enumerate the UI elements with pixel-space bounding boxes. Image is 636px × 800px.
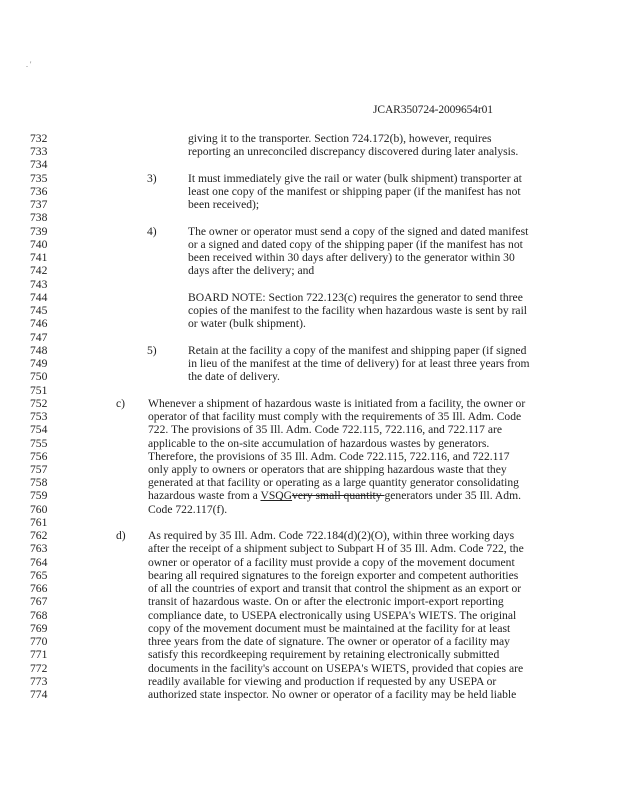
line-number: 763 <box>30 542 48 556</box>
document-line <box>0 278 636 291</box>
document-line <box>0 463 636 476</box>
document-line <box>0 384 636 397</box>
document-line <box>0 225 636 238</box>
document-line <box>0 569 636 582</box>
line-text <box>148 397 525 410</box>
line-number: 772 <box>30 661 48 675</box>
document-line <box>0 450 636 463</box>
text-segment: Whenever a shipment of hazardous waste is initiated from a facility, the owner or <box>148 396 526 410</box>
scan-marks: . ' <box>26 60 32 69</box>
text-segment: three years from the date of signature. The owner or operator of a facility may <box>148 635 510 649</box>
document-line <box>0 397 636 410</box>
line-text <box>148 463 507 476</box>
text-segment: authorized state inspector. No owner or operator of a facility may be held liable <box>148 688 517 702</box>
line-text <box>188 251 515 264</box>
line-text <box>188 370 280 383</box>
document-line <box>0 662 636 675</box>
line-number: 769 <box>30 621 48 635</box>
line-number: 736 <box>30 184 48 198</box>
line-number: 738 <box>30 211 48 225</box>
line-number: 761 <box>30 515 48 529</box>
line-number: 740 <box>30 237 48 251</box>
line-number: 742 <box>30 264 48 278</box>
line-number: 734 <box>30 158 48 172</box>
document-line <box>0 437 636 450</box>
document-line <box>0 158 636 171</box>
line-text <box>148 556 515 569</box>
line-number: 743 <box>30 277 48 291</box>
line-text <box>188 291 523 304</box>
text-segment: operator of that facility must comply with the requirements of 35 Ill. Adm. Code <box>148 410 522 424</box>
text-segment: owner or operator of a facility must provide a copy of the movement document <box>148 555 515 569</box>
line-text <box>148 595 504 608</box>
deleted-text: very small quantity <box>292 489 385 503</box>
list-label: 5) <box>147 343 157 357</box>
text-segment: generated at that facility or operating as a large quantity generator consolidating <box>148 476 519 490</box>
document-line <box>0 556 636 569</box>
document-line <box>0 238 636 251</box>
document-line <box>0 304 636 317</box>
text-segment: generators under 35 Ill. Adm. <box>384 489 521 503</box>
line-number: 744 <box>30 290 48 304</box>
document-line <box>0 516 636 529</box>
document-line <box>0 370 636 383</box>
line-text <box>148 648 499 661</box>
line-number: 737 <box>30 198 48 212</box>
text-segment: the date of delivery. <box>188 370 280 384</box>
line-text <box>188 132 491 145</box>
text-segment: or a signed and dated copy of the shipping paper (if the manifest has not <box>188 237 523 251</box>
line-text <box>188 145 518 158</box>
line-number: 774 <box>30 688 48 702</box>
line-text <box>188 304 527 317</box>
document-line <box>0 132 636 145</box>
line-text <box>148 489 521 502</box>
text-segment: transit of hazardous waste. On or after the electronic import-export reporting <box>148 595 504 609</box>
text-segment: BOARD NOTE: Section 722.123(c) requires the generator to send three <box>188 290 523 304</box>
line-number: 741 <box>30 251 48 265</box>
line-number: 757 <box>30 463 48 476</box>
line-text <box>188 264 314 277</box>
text-segment: documents in the facility's account on USEPA's WIETS, provided that copies are <box>148 661 524 675</box>
line-text <box>188 185 521 198</box>
document-line <box>0 489 636 502</box>
document-line <box>0 185 636 198</box>
document-line <box>0 331 636 344</box>
text-segment: It must immediately give the rail or water (bulk shipment) transporter at <box>188 171 522 185</box>
document-line <box>0 688 636 701</box>
line-number: 749 <box>30 357 48 371</box>
line-text <box>148 569 518 582</box>
line-text <box>148 450 510 463</box>
line-text <box>148 437 489 450</box>
text-segment: copies of the manifest to the facility when hazardous waste is sent by rail <box>188 304 528 318</box>
document-line <box>0 476 636 489</box>
line-number: 750 <box>30 370 48 384</box>
document-line <box>0 542 636 555</box>
document-line <box>0 291 636 304</box>
line-number: 754 <box>30 423 48 437</box>
document-line <box>0 145 636 158</box>
line-number: 760 <box>30 502 48 516</box>
list-label: c) <box>116 396 126 410</box>
document-line <box>0 622 636 635</box>
line-number: 733 <box>30 145 48 159</box>
text-segment: The owner or operator must send a copy of the signed and dated manifest <box>188 224 529 238</box>
line-text <box>188 225 528 238</box>
document-id: JCAR350724-2009654r01 <box>373 104 493 116</box>
list-label: 4) <box>147 224 157 238</box>
text-segment: readily available for viewing and production if requested by any USEPA or <box>148 674 497 688</box>
line-number: 768 <box>30 608 48 622</box>
line-text <box>148 503 227 516</box>
line-text <box>188 172 522 185</box>
document-line <box>0 635 636 648</box>
document-line <box>0 503 636 516</box>
line-text <box>148 675 496 688</box>
text-segment: of all the countries of export and transit that control the shipment as an export or <box>148 582 522 596</box>
document-line <box>0 595 636 608</box>
line-number: 767 <box>30 595 48 609</box>
document-line <box>0 410 636 423</box>
text-segment: compliance date, to USEPA electronically using USEPA's WIETS. The original <box>148 608 517 622</box>
document-line <box>0 675 636 688</box>
line-number: 766 <box>30 582 48 596</box>
line-text <box>148 423 502 436</box>
line-text <box>188 238 523 251</box>
line-text <box>188 357 530 370</box>
text-segment: least one copy of the manifest or shipping paper (if the manifest has not <box>188 184 521 198</box>
inserted-text: VSQG <box>260 489 293 503</box>
document-line <box>0 317 636 330</box>
text-segment: 722. The provisions of 35 Ill. Adm. Code 722.115, 722.116, and 722.117 are <box>148 423 503 437</box>
line-number: 762 <box>30 529 48 543</box>
text-segment: only apply to owners or operators that are shipping hazardous waste that they <box>148 463 507 476</box>
list-label: d) <box>116 529 126 543</box>
line-text <box>148 609 516 622</box>
line-text <box>148 542 524 555</box>
line-text <box>148 635 510 648</box>
line-number: 748 <box>30 343 48 357</box>
text-segment: Code 722.117(f). <box>148 502 228 516</box>
line-number: 753 <box>30 410 48 424</box>
line-number: 732 <box>30 132 48 145</box>
line-number: 770 <box>30 635 48 649</box>
document-line <box>0 344 636 357</box>
document-line <box>0 251 636 264</box>
text-segment: applicable to the on-site accumulation of hazardous wastes by generators. <box>148 436 490 450</box>
text-segment: satisfy this recordkeeping requirement by retaining electronically submitted <box>148 648 500 662</box>
line-number: 764 <box>30 555 48 569</box>
line-number: 758 <box>30 476 48 490</box>
text-segment: after the receipt of a shipment subject to Subpart H of 35 Ill. Adm. Code 722, the <box>148 542 524 556</box>
line-text <box>148 622 510 635</box>
text-segment: days after the delivery; and <box>188 264 315 278</box>
line-text <box>188 317 306 330</box>
text-segment: Therefore, the provisions of 35 Ill. Adm. Code 722.115, 722.116, and 722.117 <box>148 449 510 463</box>
line-number: 752 <box>30 396 48 410</box>
line-number: 755 <box>30 436 48 450</box>
document-line <box>0 423 636 436</box>
line-text <box>188 344 526 357</box>
line-number: 735 <box>30 171 48 185</box>
line-text <box>148 410 521 423</box>
text-segment: reporting an unreconciled discrepancy discovered during later analysis. <box>188 145 519 159</box>
line-number: 745 <box>30 304 48 318</box>
text-segment: bearing all required signatures to the foreign exporter and competent authorities <box>148 568 519 582</box>
text-segment: giving it to the transporter. Section 724.172(b), however, requires <box>188 132 492 145</box>
document-line <box>0 582 636 595</box>
document-line <box>0 609 636 622</box>
document-line <box>0 211 636 224</box>
line-number: 765 <box>30 568 48 582</box>
line-number: 739 <box>30 224 48 238</box>
line-text <box>148 688 516 701</box>
document-line <box>0 198 636 211</box>
document-line <box>0 264 636 277</box>
text-segment: Retain at the facility a copy of the manifest and shipping paper (if signed <box>188 343 527 357</box>
line-number: 756 <box>30 449 48 463</box>
line-number: 759 <box>30 489 48 503</box>
document-line <box>0 172 636 185</box>
text-segment: copy of the movement document must be maintained at the facility for at least <box>148 621 511 635</box>
line-text <box>148 662 523 675</box>
document-line <box>0 529 636 542</box>
text-segment: or water (bulk shipment). <box>188 317 306 331</box>
line-number: 771 <box>30 648 48 662</box>
document-line <box>0 357 636 370</box>
line-text <box>188 198 259 211</box>
line-text <box>148 582 521 595</box>
list-label: 3) <box>147 171 157 185</box>
text-segment: in lieu of the manifest at the time of delivery) for at least three years from <box>188 357 530 371</box>
line-number: 751 <box>30 383 48 397</box>
line-number: 773 <box>30 674 48 688</box>
text-segment: hazardous waste from a <box>148 489 261 503</box>
text-segment: been received within 30 days after delivery) to the generator within 30 <box>188 251 515 265</box>
line-number: 746 <box>30 317 48 331</box>
line-text <box>148 476 519 489</box>
line-text <box>148 529 514 542</box>
text-segment: As required by 35 Ill. Adm. Code 722.184(d)(2)(O), within three working days <box>148 529 515 543</box>
text-segment: been received); <box>188 198 260 212</box>
document-line <box>0 648 636 661</box>
line-number: 747 <box>30 330 48 344</box>
